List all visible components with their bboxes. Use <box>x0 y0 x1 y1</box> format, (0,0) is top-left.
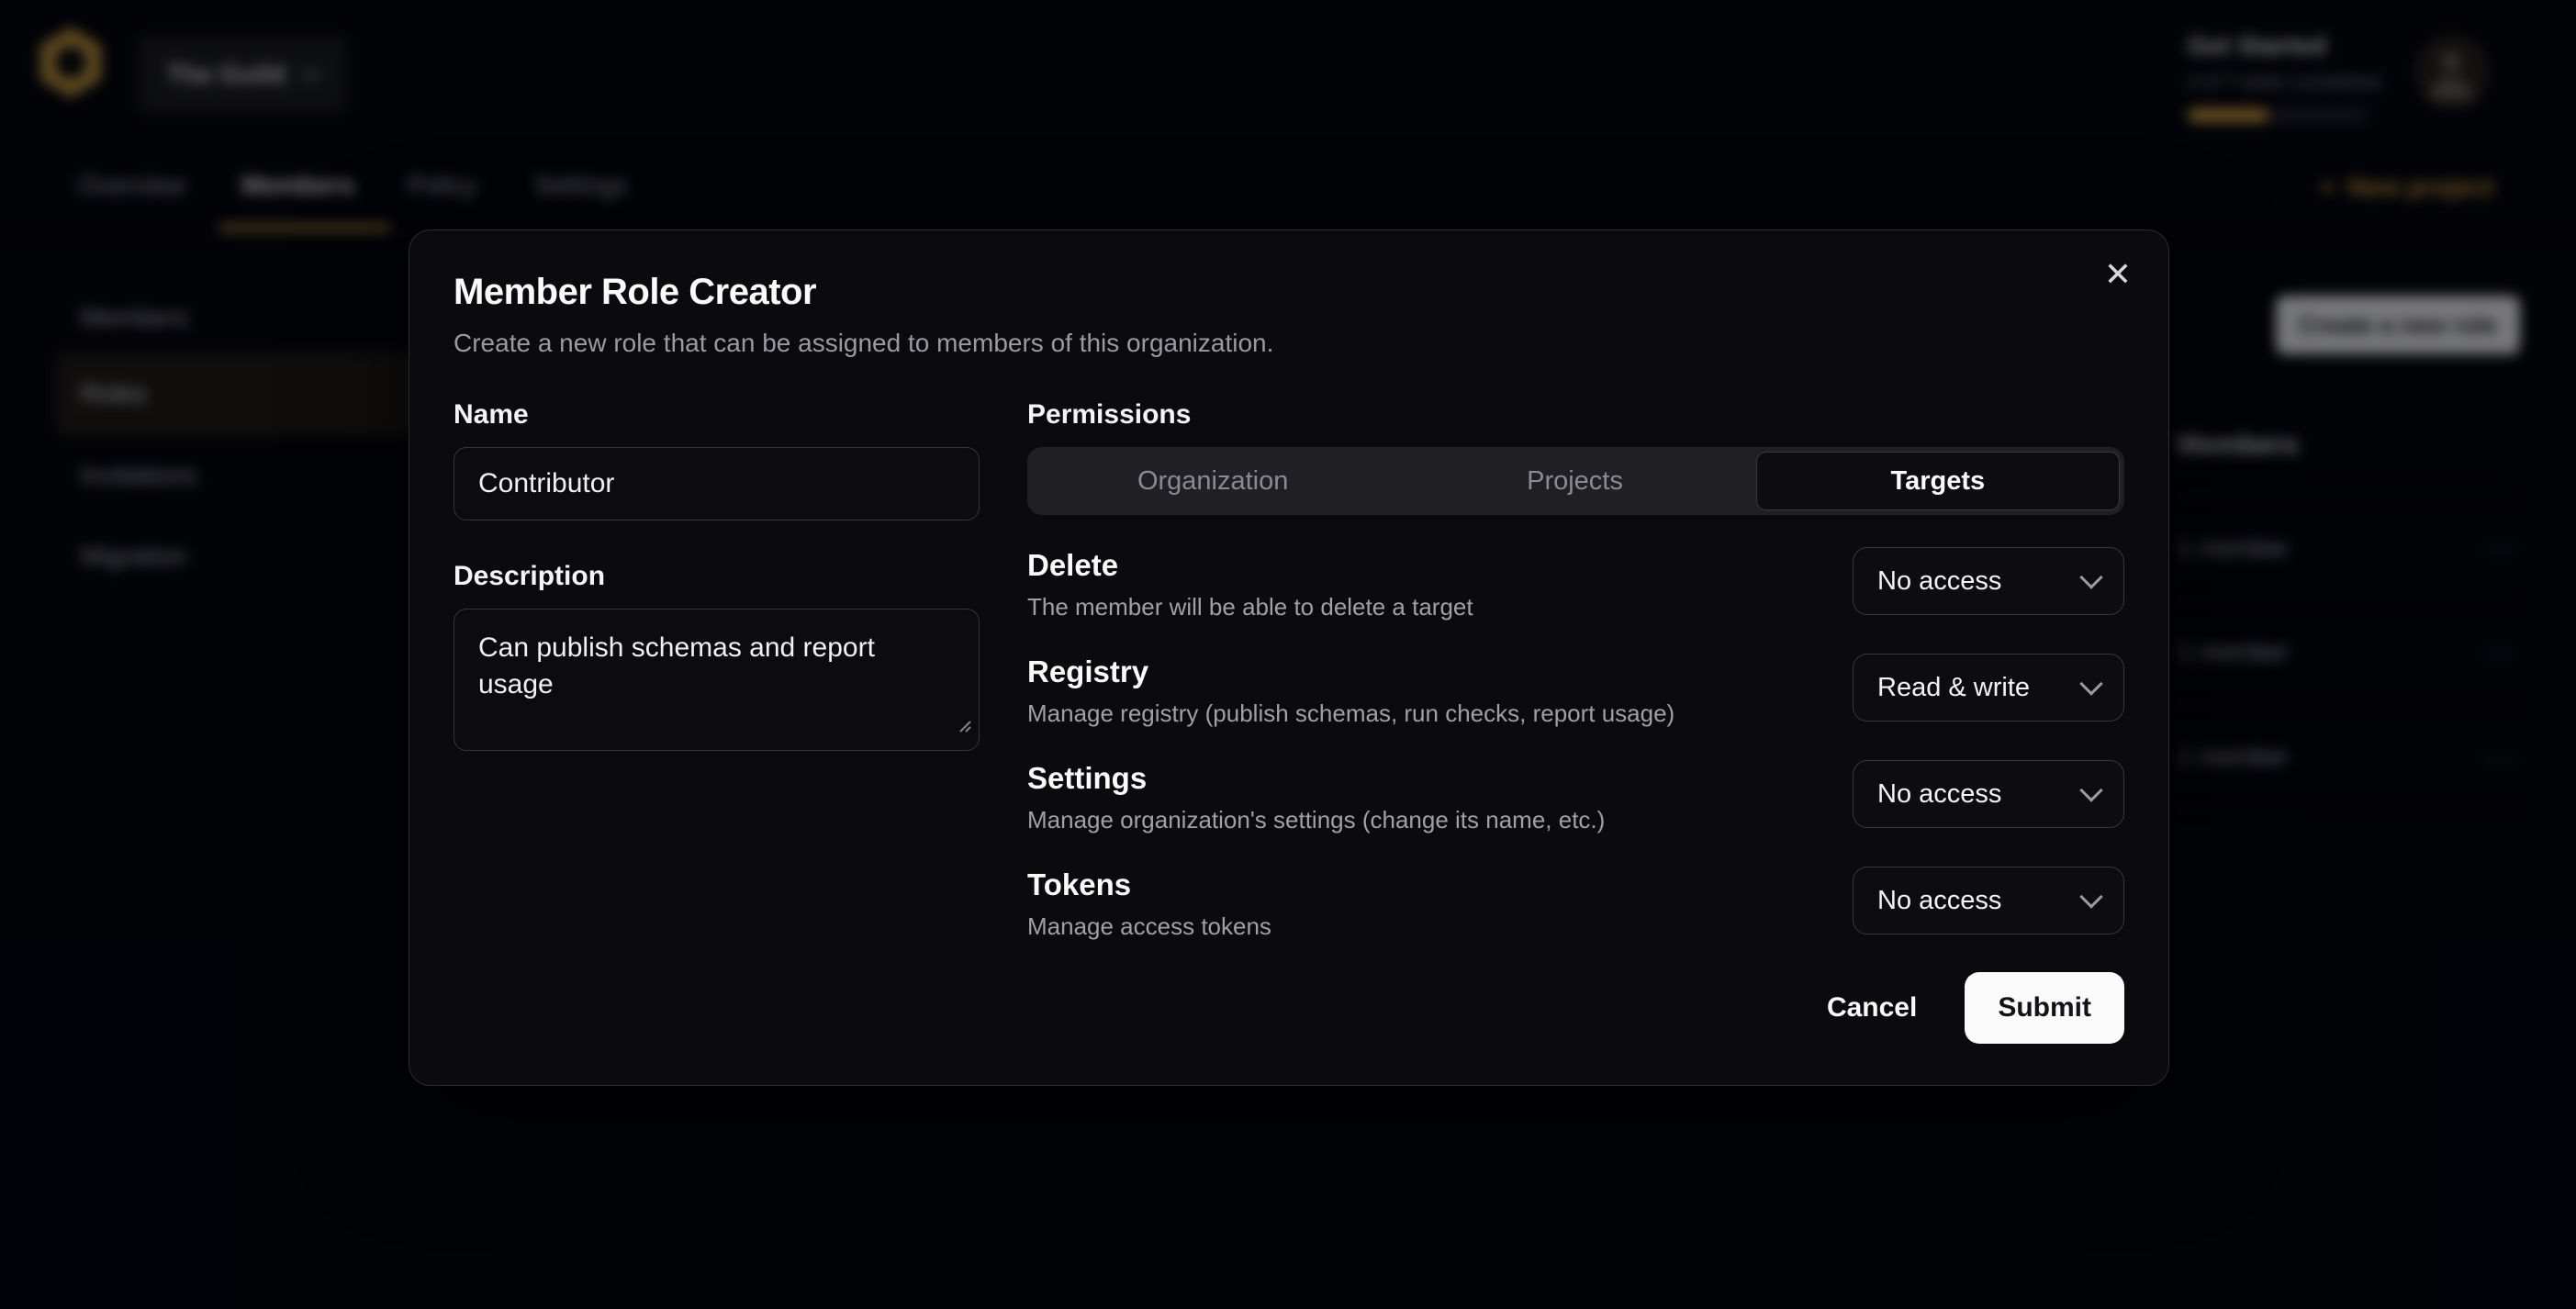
scope-tab-targets[interactable]: Targets <box>1756 452 2120 510</box>
permission-title: Registry <box>1027 654 1149 688</box>
permission-row-registry <box>1027 654 2124 727</box>
permission-description: The member will be able to delete a target <box>1027 593 1473 621</box>
permission-text <box>1027 547 1473 621</box>
selected-value: No access <box>1877 778 2002 809</box>
permission-row-tokens <box>1027 867 2124 940</box>
chevron-down-icon <box>2079 885 2102 908</box>
scope-tab-projects[interactable]: Projects <box>1527 465 1623 496</box>
permission-row-settings <box>1027 760 2124 834</box>
name-label: Name <box>454 399 529 430</box>
description-value: Can publish schemas and report usage <box>478 632 875 699</box>
registry-access-select[interactable] <box>1853 654 2124 722</box>
dialog-content <box>409 230 2168 1085</box>
description-textarea[interactable] <box>454 609 980 751</box>
submit-button[interactable]: Submit <box>1965 972 2124 1044</box>
dialog-title: Member Role Creator <box>454 272 817 312</box>
description-group <box>454 559 980 751</box>
permission-title: Tokens <box>1027 867 1132 901</box>
selected-value: Read & write <box>1877 672 2031 702</box>
dialog-columns <box>454 397 2124 940</box>
settings-access-select[interactable] <box>1853 760 2124 828</box>
permission-row-delete <box>1027 547 2124 621</box>
permission-text <box>1027 867 1271 940</box>
dialog-footer <box>1790 972 2124 1044</box>
permission-text <box>1027 760 1605 834</box>
left-column <box>454 397 980 940</box>
chevron-down-icon <box>2079 778 2102 801</box>
selected-value: No access <box>1877 885 2002 915</box>
permission-rows <box>1027 547 2124 940</box>
chevron-down-icon <box>2079 565 2102 588</box>
description-label: Description <box>454 561 606 591</box>
close-icon[interactable]: ✕ <box>2103 255 2132 293</box>
permission-text <box>1027 654 1674 727</box>
cancel-button[interactable]: Cancel <box>1826 992 1918 1023</box>
chevron-down-icon <box>2079 672 2102 695</box>
permission-description: Manage access tokens <box>1027 912 1271 940</box>
name-input[interactable]: Contributor <box>454 447 980 520</box>
resize-handle-icon[interactable] <box>953 708 973 744</box>
permission-title: Settings <box>1027 761 1148 795</box>
permissions-scope-tabs <box>1027 447 2124 515</box>
right-column <box>1027 397 2124 940</box>
permission-title: Delete <box>1027 548 1119 582</box>
scope-tab-organization[interactable]: Organization <box>1137 465 1289 496</box>
permission-description: Manage registry (publish schemas, run checks, report usage) <box>1027 699 1675 727</box>
tokens-access-select[interactable] <box>1853 867 2124 934</box>
dialog-subtitle: Create a new role that can be assigned to members of this organization. <box>454 329 1274 357</box>
selected-value: No access <box>1877 565 2002 596</box>
permissions-label: Permissions <box>1027 399 1192 430</box>
delete-access-select[interactable] <box>1853 547 2124 615</box>
permission-description: Manage organization's settings (change its name, etc.) <box>1027 806 1606 834</box>
member-role-creator-dialog <box>409 229 2169 1086</box>
